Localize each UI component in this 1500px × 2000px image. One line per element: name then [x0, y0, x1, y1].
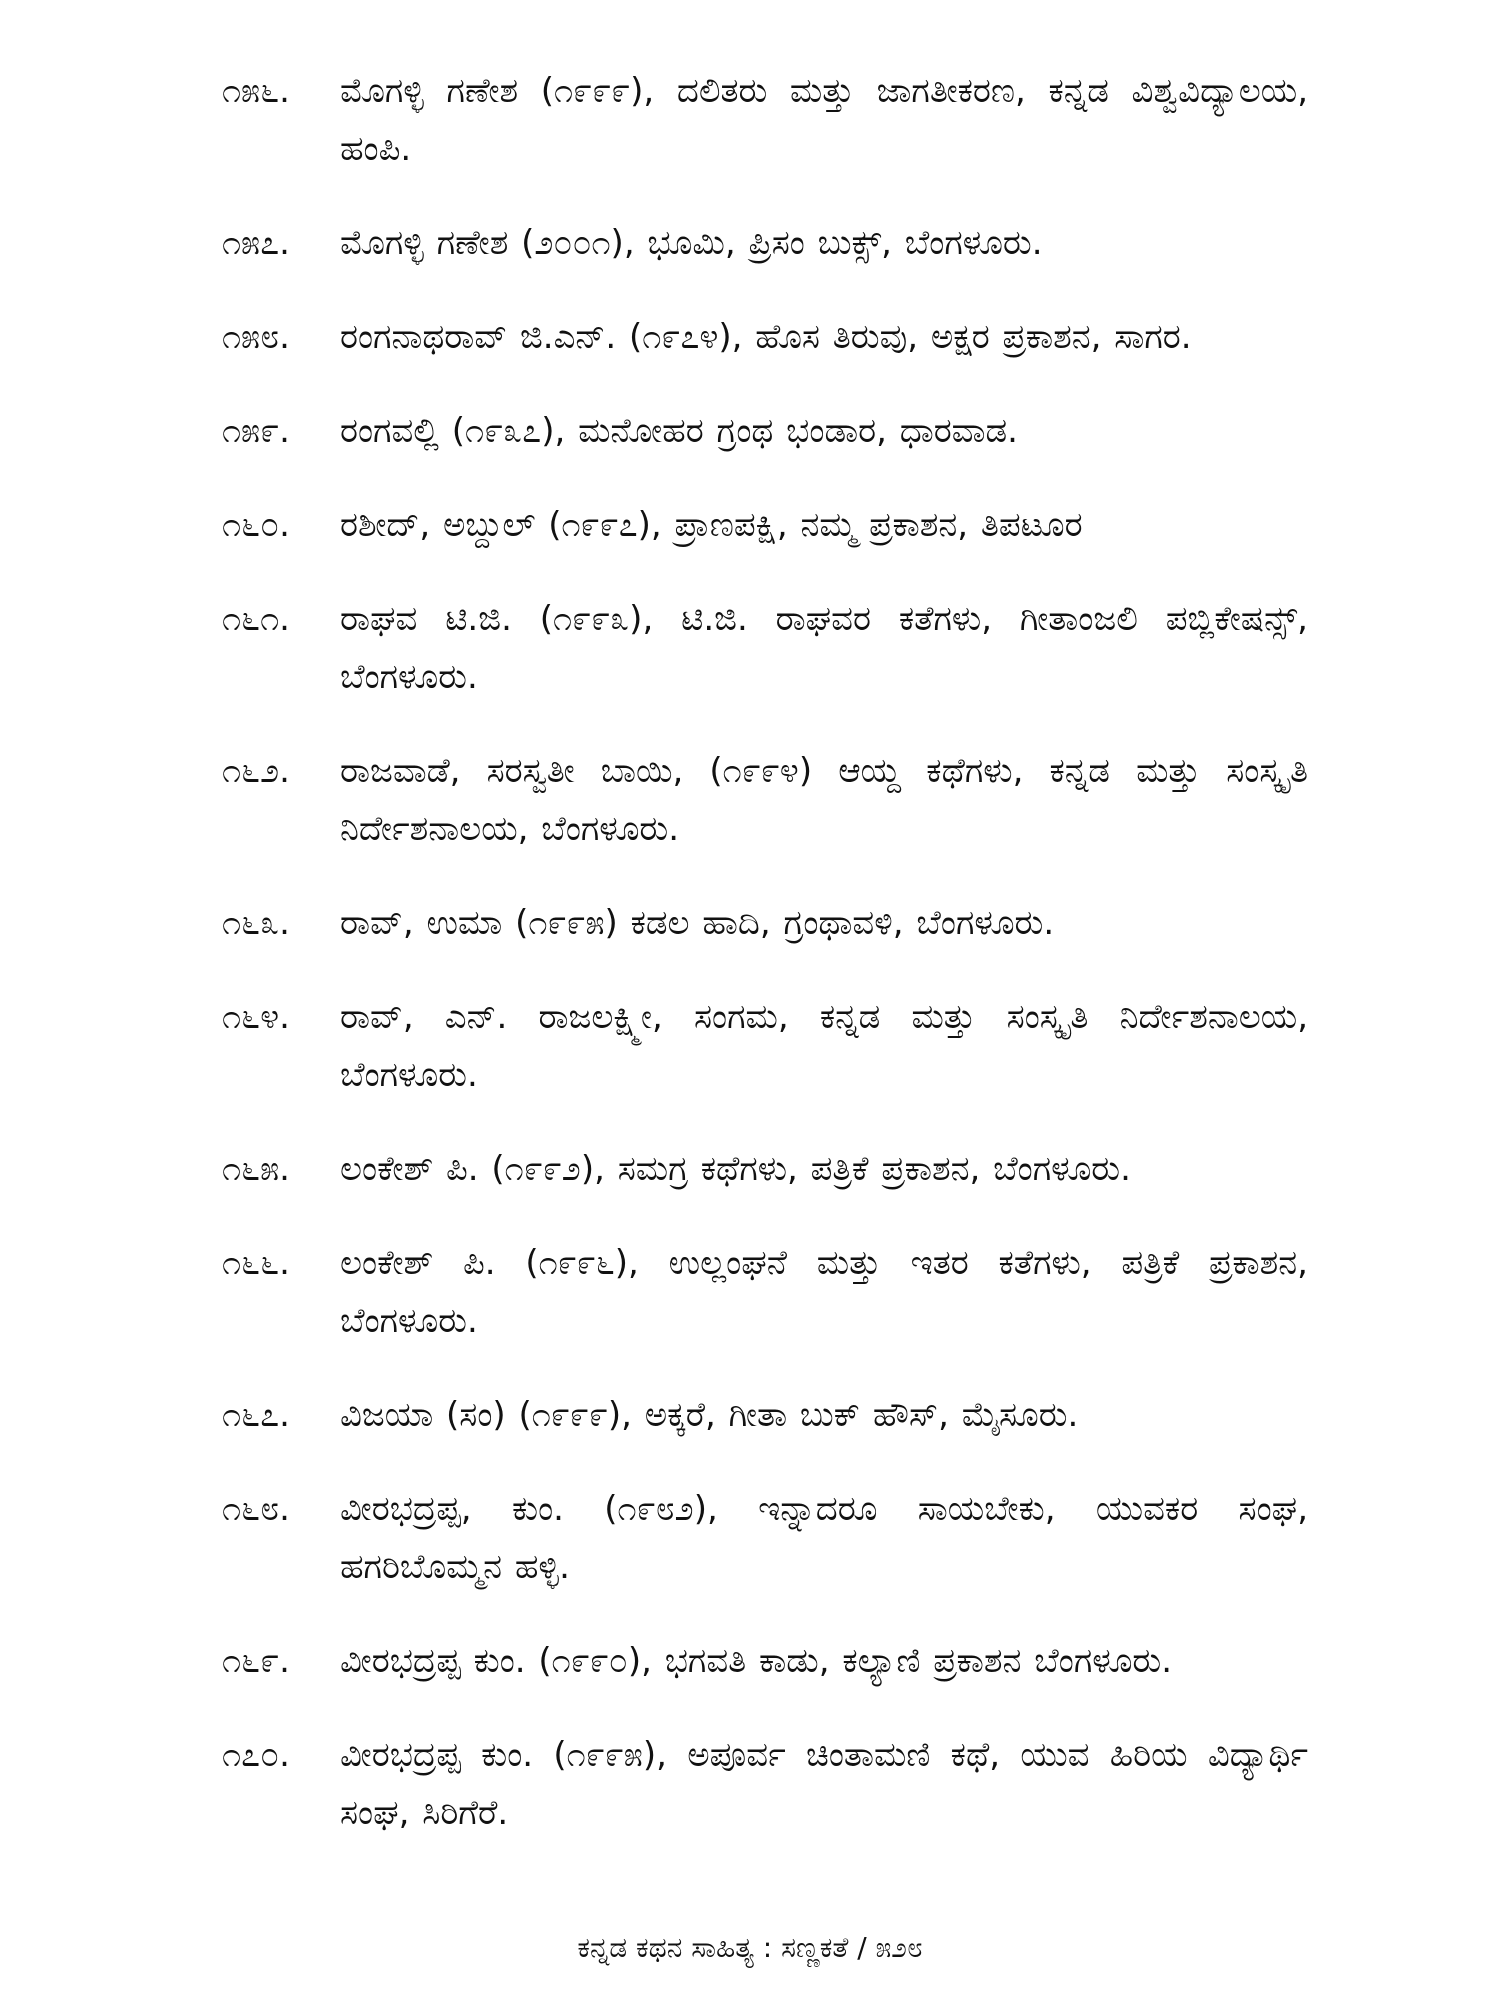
entry-text: ವೀರಭದ್ರಪ್ಪ, ಕುಂ. (೧೯೮೨), ಇನ್ನಾದರೂ ಸಾಯಬೇಕು, ಯುವಕರ ಸಂಘ, ಹಗರಿಬೊಮ್ಮನ ಹಳ್ಳಿ. — [340, 1489, 1308, 1587]
bibliography-entry — [222, 590, 1308, 706]
entry-text: ವಿಜಯಾ (ಸಂ) (೧೯೯೯), ಅಕ್ಕರೆ, ಗೀತಾ ಬುಕ್ ಹೌಸ್, ಮೈಸೂರು. — [340, 1395, 1079, 1435]
bibliography-entry — [222, 62, 1308, 178]
bibliography-entry — [222, 894, 1308, 952]
bibliography-entry — [222, 496, 1308, 554]
entry-number: ೧೬೧. — [222, 599, 290, 639]
entry-number: ೧೫೯. — [222, 411, 290, 451]
entry-text: ಲಂಕೇಶ್ ಪಿ. (೧೯೯೬), ಉಲ್ಲಂಘನೆ ಮತ್ತು ಇತರ ಕತೆಗಳು, ಪತ್ರಿಕೆ ಪ್ರಕಾಶನ, ಬೆಂಗಳೂರು. — [340, 1243, 1308, 1341]
entry-number: ೧೬೬. — [222, 1243, 290, 1283]
entry-text: ರಾವ್, ಉಮಾ (೧೯೯೫) ಕಡಲ ಹಾದಿ, ಗ್ರಂಥಾವಳಿ, ಬೆಂಗಳೂರು. — [340, 903, 1055, 943]
entry-text: ರಾಘವ ಟಿ.ಜಿ. (೧೯೯೩), ಟಿ.ಜಿ. ರಾಘವರ ಕತೆಗಳು, ಗೀತಾಂಜಲಿ ಪಬ್ಲಿಕೇಷನ್ಸ್, ಬೆಂಗಳೂರು. — [340, 599, 1308, 697]
entry-number: ೧೫೭. — [222, 223, 290, 263]
entry-number: ೧೬೯. — [222, 1641, 290, 1681]
bibliography-entry — [222, 308, 1308, 366]
entry-number: ೧೬೨. — [222, 751, 290, 791]
bibliography-entry — [222, 1632, 1308, 1690]
entry-number: ೧೭೦. — [222, 1735, 290, 1775]
bibliography-entry — [222, 1726, 1308, 1842]
bibliography-entry — [222, 1480, 1308, 1596]
entry-text: ಮೊಗಳ್ಳಿ ಗಣೇಶ (೧೯೯೯), ದಲಿತರು ಮತ್ತು ಜಾಗತೀಕರಣ, ಕನ್ನಡ ವಿಶ್ವವಿದ್ಯಾಲಯ, ಹಂಪಿ. — [340, 71, 1308, 169]
bibliography-entry — [222, 214, 1308, 272]
entry-number: ೧೬೩. — [222, 903, 290, 943]
entry-number: ೧೬೦. — [222, 505, 290, 545]
entry-text: ರಶೀದ್, ಅಬ್ದುಲ್ (೧೯೯೭), ಪ್ರಾಣಪಕ್ಷಿ, ನಮ್ಮ ಪ್ರಕಾಶನ, ತಿಪಟೂರ — [340, 505, 1083, 545]
page-footer: ಕನ್ನಡ ಕಥನ ಸಾಹಿತ್ಯ : ಸಣ್ಣಕತೆ / ೫೨೮ — [577, 1931, 923, 1964]
entry-text: ರಂಗವಲ್ಲಿ (೧೯೩೭), ಮನೋಹರ ಗ್ರಂಥ ಭಂಡಾರ, ಧಾರವಾಡ. — [340, 411, 1018, 451]
entry-number: ೧೬೪. — [222, 997, 290, 1037]
entry-text: ರಂಗನಾಥರಾವ್ ಜಿ.ಎನ್. (೧೯೭೪), ಹೊಸ ತಿರುವು, ಅಕ್ಷರ ಪ್ರಕಾಶನ, ಸಾಗರ. — [340, 317, 1192, 357]
bibliography-entry — [222, 1140, 1308, 1198]
bibliography-entry — [222, 742, 1308, 858]
bibliography-entry — [222, 402, 1308, 460]
bibliography-entry — [222, 1386, 1308, 1444]
entry-text: ರಾವ್, ಎನ್. ರಾಜಲಕ್ಷ್ಮೀ, ಸಂಗಮ, ಕನ್ನಡ ಮತ್ತು ಸಂಸ್ಕೃತಿ ನಿರ್ದೇಶನಾಲಯ, ಬೆಂಗಳೂರು. — [340, 997, 1308, 1095]
entry-number: ೧೫೬. — [222, 71, 290, 111]
entry-text: ಮೊಗಳ್ಳಿ ಗಣೇಶ (೨೦೦೧), ಭೂಮಿ, ಪ್ರಿಸಂ ಬುಕ್ಸ್, ಬೆಂಗಳೂರು. — [340, 223, 1043, 263]
bibliography-entry — [222, 1234, 1308, 1350]
entry-text: ರಾಜವಾಡೆ, ಸರಸ್ವತೀ ಬಾಯಿ, (೧೯೯೪) ಆಯ್ದ ಕಥೆಗಳು, ಕನ್ನಡ ಮತ್ತು ಸಂಸ್ಕೃತಿ ನಿರ್ದೇಶನಾಲಯ, ಬೆಂಗಳೂರು. — [340, 751, 1308, 849]
entry-number: ೧೬೭. — [222, 1395, 290, 1435]
entry-number: ೧೫೮. — [222, 317, 290, 357]
bibliography-list — [222, 62, 1308, 1878]
entry-text: ವೀರಭದ್ರಪ್ಪ ಕುಂ. (೧೯೯೦), ಭಗವತಿ ಕಾಡು, ಕಲ್ಯಾಣಿ ಪ್ರಕಾಶನ ಬೆಂಗಳೂರು. — [340, 1641, 1172, 1681]
bibliography-entry — [222, 988, 1308, 1104]
entry-text: ಲಂಕೇಶ್ ಪಿ. (೧೯೯೨), ಸಮಗ್ರ ಕಥೆಗಳು, ಪತ್ರಿಕೆ ಪ್ರಕಾಶನ, ಬೆಂಗಳೂರು. — [340, 1149, 1131, 1189]
entry-number: ೧೬೮. — [222, 1489, 290, 1529]
entry-number: ೧೬೫. — [222, 1149, 290, 1189]
entry-text: ವೀರಭದ್ರಪ್ಪ ಕುಂ. (೧೯೯೫), ಅಪೂರ್ವ ಚಿಂತಾಮಣಿ ಕಥೆ, ಯುವ ಹಿರಿಯ ವಿದ್ಯಾರ್ಥಿ ಸಂಘ, ಸಿರಿಗೆರೆ. — [340, 1735, 1308, 1833]
